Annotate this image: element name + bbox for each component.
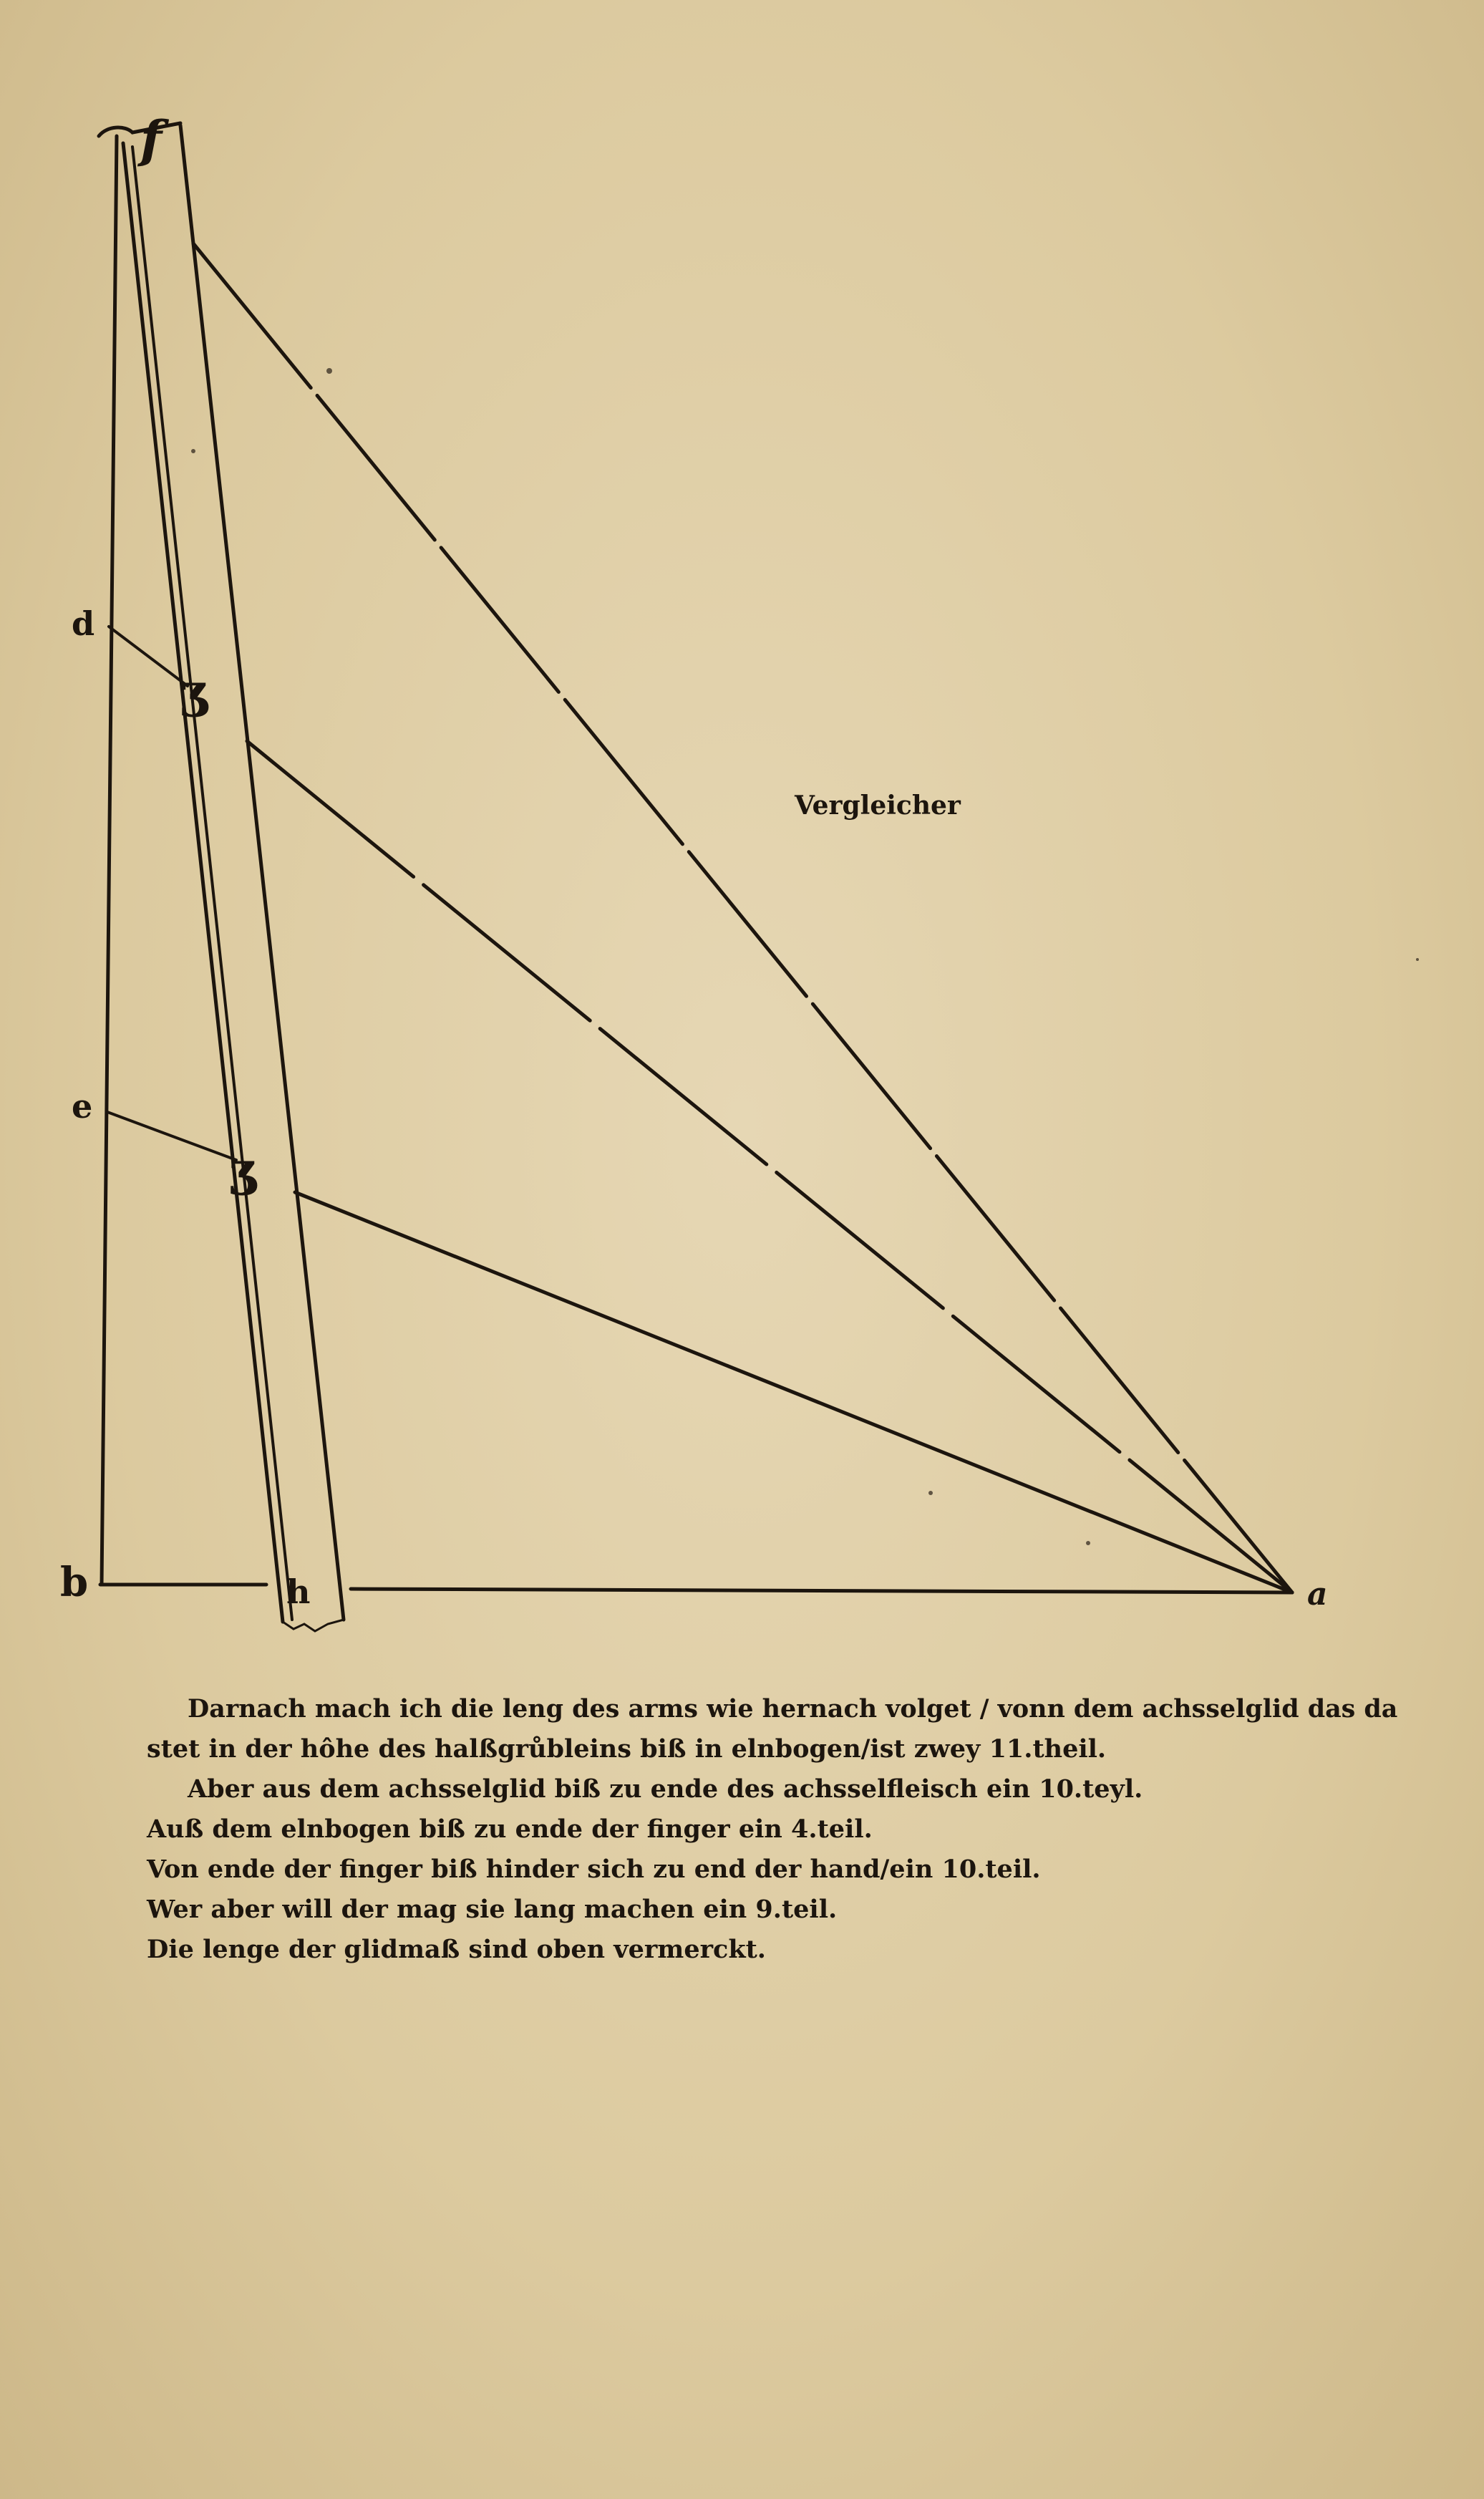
speck: [326, 368, 332, 374]
text-line-3: Aber aus dem achsselglid biß zu ende des achsselfleisch ein 10.teyl.: [188, 1774, 1143, 1804]
text-line-5: Von ende der finger biß hinder sich zu end der hand/ein 10.teil.: [147, 1855, 1041, 1884]
point-label-z-upper: ʒ: [180, 663, 208, 719]
point-label-b: b: [60, 1559, 89, 1606]
text-line-4: Auß dem elnbogen biß zu ende der finger ein 4.teil.: [147, 1814, 873, 1844]
point-label-z-lower: ʒ: [229, 1141, 256, 1197]
arm-band-line-3: [180, 125, 344, 1620]
speck: [1416, 958, 1419, 961]
text-line-2: stet in der hôhe des halßgrůbleins biß in elnbogen/ist zwey 11.theil.: [147, 1734, 1107, 1764]
text-line-1: Darnach mach ich die leng des arms wie hernach volget / vonn dem achsselglid das da: [188, 1694, 1398, 1724]
vertical-axis-line: [102, 136, 117, 1585]
arm-band-line-2: [132, 147, 292, 1620]
baseline-right: [351, 1589, 1292, 1592]
speck: [928, 1491, 933, 1495]
speck: [1086, 1541, 1090, 1545]
converging-line-f: [193, 243, 1292, 1592]
arm-band-line-1: [123, 143, 283, 1622]
converging-line-lower: [295, 1192, 1292, 1592]
text-line-6: Wer aber will der mag sie lang machen ein 9.teil.: [147, 1895, 838, 1924]
point-label-d: d: [72, 604, 95, 643]
point-label-e: e: [72, 1087, 93, 1126]
top-corner-mark: [99, 123, 180, 136]
point-label-h: h: [286, 1572, 311, 1611]
speck: [191, 449, 195, 453]
arm-band-bottom-edge: [283, 1620, 344, 1631]
line-from-e: [107, 1112, 236, 1160]
annotation-vergleicher: Vergleicher: [795, 791, 961, 821]
point-label-a: a: [1307, 1576, 1328, 1613]
converging-line-middle: [247, 741, 1292, 1592]
point-label-f: f: [140, 110, 163, 169]
text-line-7: Die lenge der glidmaß sind oben vermerckt.: [147, 1935, 766, 1964]
